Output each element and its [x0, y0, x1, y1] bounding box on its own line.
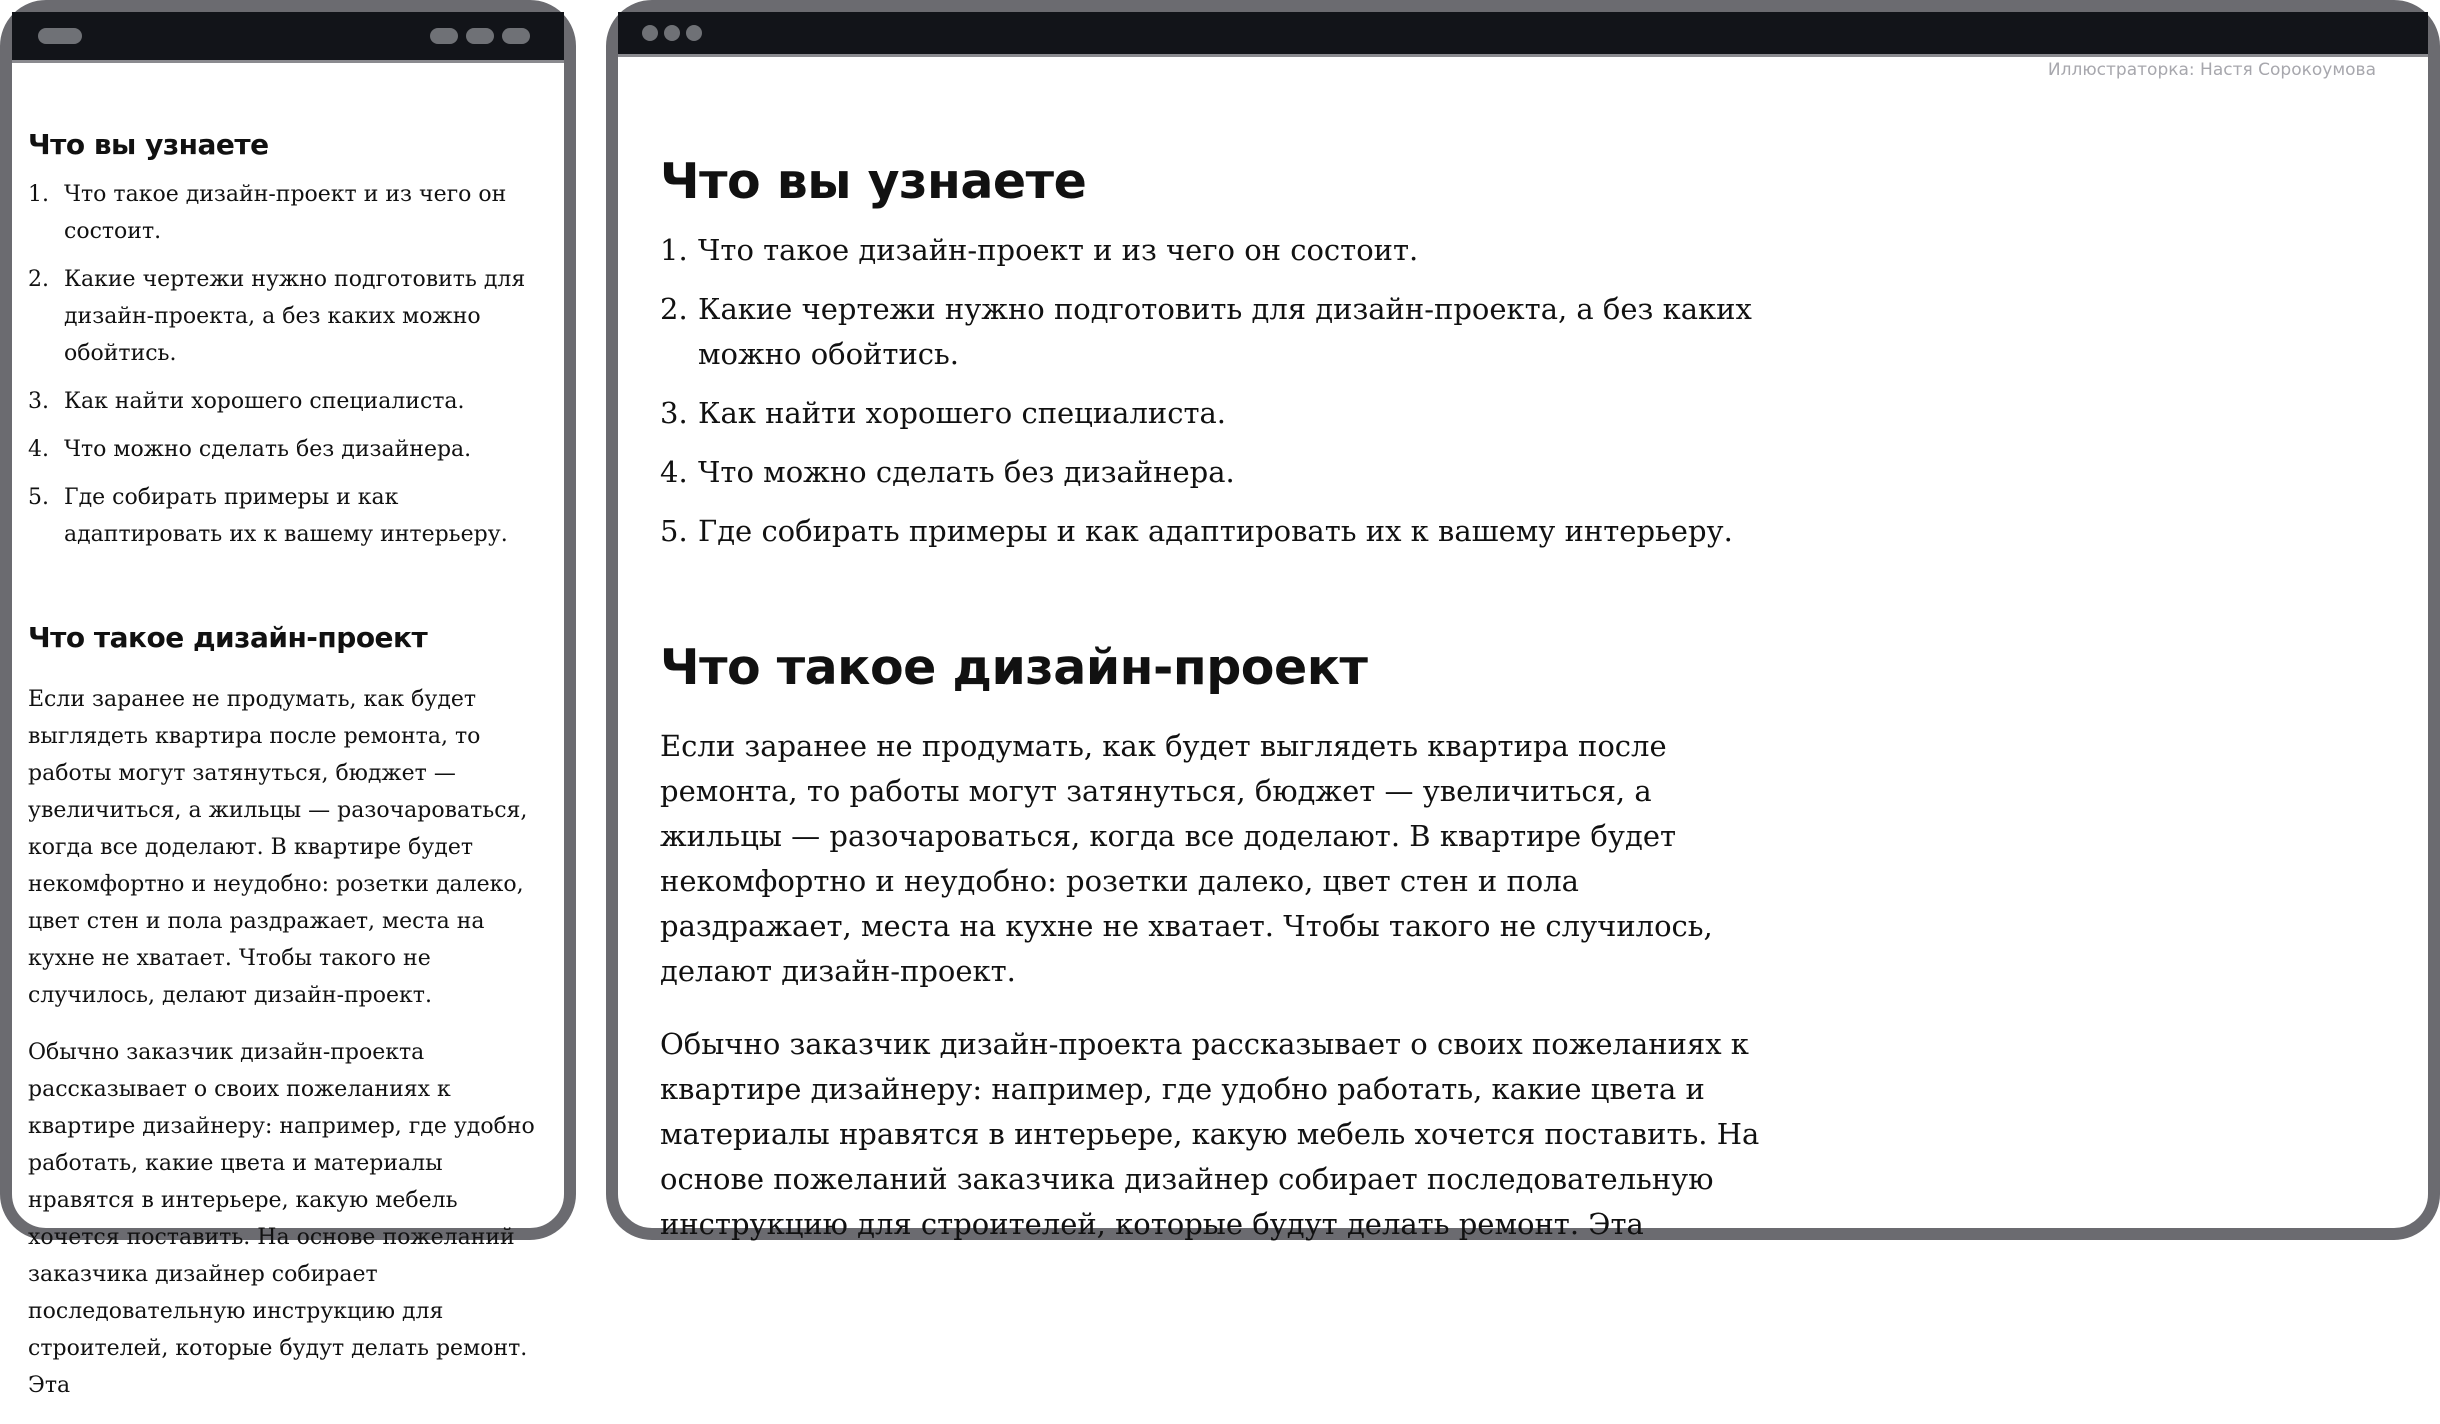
illustrator-credit: Иллюстраторка: Настя Сорокоумова	[2047, 60, 2376, 80]
section-title-design-project: Что такое дизайн-проект	[660, 639, 1368, 696]
learn-list	[660, 228, 1760, 554]
list-item: 5. Где собирать примеры и как адаптировать их к вашему интерьеру.	[28, 485, 508, 547]
list-item: 4. Что можно сделать без дизайнера.	[660, 455, 1235, 489]
mobile-frame	[0, 0, 576, 1398]
mobile-bar-divider	[12, 60, 564, 63]
window-minimize-icon[interactable]	[664, 25, 680, 41]
section-title-learn: Что вы узнаете	[28, 128, 269, 161]
desktop-frame	[606, 0, 2440, 1240]
paragraph: Обычно заказчик дизайн-проекта рассказывает о своих пожеланиях к квартире дизайнеру: например, где удобно работать, какие цвета и материалы нравятся в интерьере, какую мебель хочется поставить. На основе пожеланий заказчика дизайнер собирает последовательную инструкцию для строителей, которые будут делать ремонт. Эта	[28, 1040, 535, 1398]
list-item: 2. Какие чертежи нужно подготовить для дизайн-проекта, а без каких можно обойтись.	[660, 292, 1752, 371]
paragraph: Обычно заказчик дизайн-проекта рассказывает о своих пожеланиях к квартире дизайнеру: например, где удобно работать, какие цвета и материалы нравятся в интерьере, какую мебель хочется поставить. На основе пожеланий заказчика дизайнер собирает последовательную инструкцию для строителей, которые будут делать ремонт. Эта	[660, 1027, 1760, 1241]
paragraph: Если заранее не продумать, как будет выглядеть квартира после ремонта, то работы могут затянуться, бюджет — увеличиться, а жильцы — разочароваться, когда все доделают. В квартире будет некомфортно и неудобно: розетки далеко, цвет стен и пола раздражает, места на кухне не хватает. Чтобы такого не случилось, делают дизайн-проект.	[28, 687, 528, 1008]
mobile-article	[28, 128, 548, 1424]
list-item: 5. Где собирать примеры и как адаптировать их к вашему интерьеру.	[660, 514, 1733, 548]
mobile-status-icon	[502, 28, 530, 44]
list-item: 4. Что можно сделать без дизайнера.	[28, 437, 472, 462]
mobile-top-bar	[12, 12, 564, 60]
browser-bar-divider	[618, 54, 2428, 57]
section-title-learn: Что вы узнаете	[660, 153, 1087, 210]
list-item: 3. Как найти хорошего специалиста.	[28, 389, 465, 414]
window-close-icon[interactable]	[642, 25, 658, 41]
paragraph: Если заранее не продумать, как будет выглядеть квартира после ремонта, то работы могут затянуться, бюджет — увеличиться, а жильцы — разочароваться, когда все доделают. В квартире будет некомфортно и неудобно: розетки далеко, цвет стен и пола раздражает, места на кухне не хватает. Чтобы такого не случилось, делают дизайн-проект.	[660, 729, 1713, 988]
browser-top-bar	[618, 12, 2428, 54]
list-item: 1. Что такое дизайн-проект и из чего он состоит.	[660, 233, 1419, 267]
list-item: 1. Что такое дизайн-проект и из чего он состоит.	[28, 182, 507, 244]
mobile-status-icon	[466, 28, 494, 44]
mobile-status-icon	[430, 28, 458, 44]
mobile-notch-icon	[38, 28, 82, 44]
list-item: 2. Какие чертежи нужно подготовить для дизайн-проекта, а без каких можно обойтись.	[28, 267, 526, 366]
desktop-article	[660, 152, 1760, 1275]
window-maximize-icon[interactable]	[686, 25, 702, 41]
list-item: 3. Как найти хорошего специалиста.	[660, 396, 1226, 430]
section-title-design-project: Что такое дизайн-проект	[28, 621, 428, 654]
learn-list	[28, 176, 548, 553]
